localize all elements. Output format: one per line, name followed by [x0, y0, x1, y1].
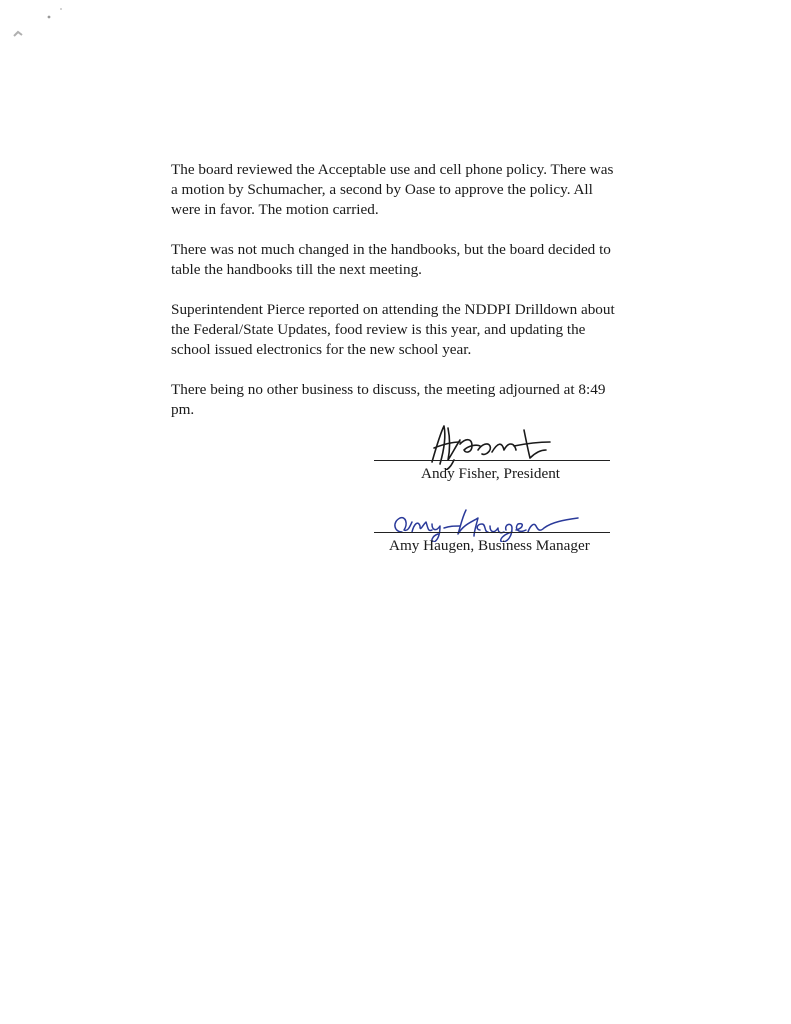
- president-name-title: Andy Fisher, President: [421, 465, 561, 482]
- text-line: a motion by Schumacher, a second by Oase to approve the policy. All: [171, 181, 593, 198]
- text-line: school issued electronics for the new school year.: [171, 341, 472, 358]
- president-signature-line: [374, 460, 610, 461]
- text-line: the Federal/State Updates, food review is this year, and updating the: [171, 321, 586, 338]
- text-line: table the handbooks till the next meeting.: [171, 261, 422, 278]
- scan-specks: [0, 0, 80, 50]
- president-signature: [374, 420, 610, 470]
- paragraph-handbooks: [171, 240, 631, 280]
- paragraph-adjournment: [171, 380, 631, 420]
- text-line: were in favor. The motion carried.: [171, 201, 379, 218]
- paragraph-superintendent-report: [171, 300, 631, 360]
- meeting-minutes-body: [171, 160, 631, 440]
- business-manager-name-title: Amy Haugen, Business Manager: [389, 537, 590, 554]
- text-line: There was not much changed in the handbooks, but the board decided to: [171, 241, 611, 258]
- text-line: pm.: [171, 401, 195, 418]
- text-line: Superintendent Pierce reported on attending the NDDPI Drilldown about: [171, 301, 615, 318]
- business-manager-signature: [374, 502, 610, 542]
- business-manager-signature-line: [374, 532, 610, 533]
- text-line: The board reviewed the Acceptable use and cell phone policy. There was: [171, 161, 614, 178]
- paragraph-policy: [171, 160, 631, 220]
- text-line: There being no other business to discuss, the meeting adjourned at 8:49: [171, 381, 606, 398]
